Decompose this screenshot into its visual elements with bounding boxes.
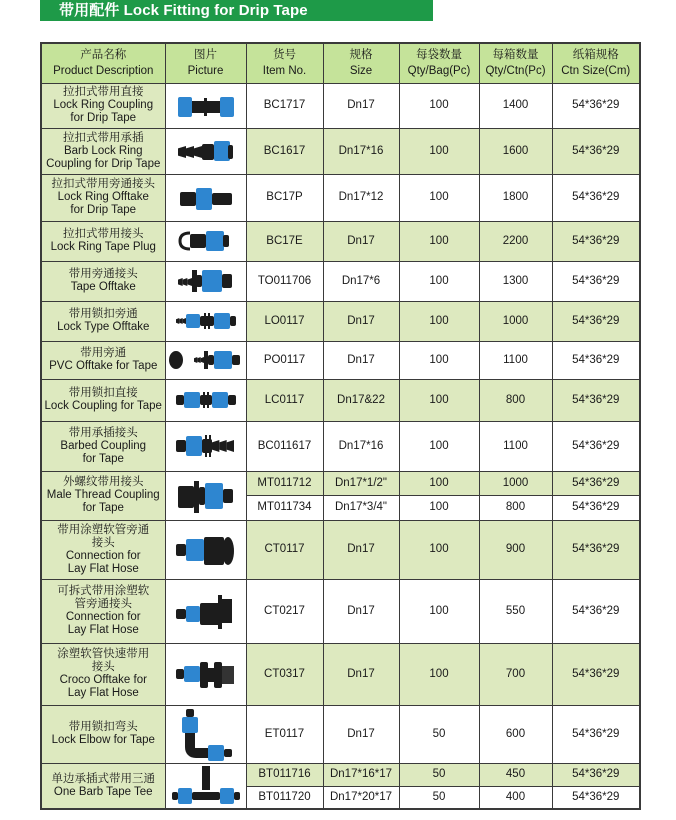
description-line: 管旁通接头 — [74, 598, 132, 610]
product-description — [41, 379, 165, 421]
item-number: ET0117 — [246, 705, 323, 763]
size: Dn17*1/2" — [323, 471, 399, 495]
description-line: Lay Flat Hose — [67, 687, 139, 699]
description-line: 拉扣式带用接头 — [63, 228, 144, 240]
item-number: BC17P — [246, 174, 323, 221]
ctn-size: 54*36*29 — [552, 579, 640, 643]
size: Dn17 — [323, 705, 399, 763]
description-line: Coupling for Drip Tape — [46, 157, 161, 170]
product-table — [40, 42, 641, 810]
product-description — [41, 128, 165, 174]
croco-offtake-icon — [174, 656, 238, 692]
description-line: 涂塑软管快速带用 — [57, 648, 150, 660]
product-picture — [165, 520, 246, 579]
qty-bag: 50 — [399, 763, 479, 786]
qty-bag: 100 — [399, 495, 479, 520]
size: Dn17*3/4" — [323, 495, 399, 520]
description-line: 带用承插接头 — [68, 426, 138, 439]
item-number: BT011716 — [246, 763, 323, 786]
ctn-size: 54*36*29 — [552, 128, 640, 174]
product-description — [41, 763, 165, 809]
page-title: 带用配件 Lock Fitting for Drip Tape — [40, 0, 433, 21]
product-description — [41, 520, 165, 579]
qty-ctn: 2200 — [479, 221, 552, 261]
qty-ctn: 1100 — [479, 341, 552, 379]
product-picture — [165, 83, 246, 128]
description-line: Male Thread Coupling — [46, 489, 160, 501]
description-line: for Drip Tape — [70, 204, 137, 216]
table-row — [41, 643, 640, 705]
lock-offtake-icon — [174, 309, 238, 333]
description-line: Lock Type Offtake — [57, 321, 150, 333]
product-picture — [165, 763, 246, 809]
product-picture — [165, 221, 246, 261]
item-number: BT011720 — [246, 786, 323, 808]
description-line: for Drip Tape — [70, 112, 137, 124]
description-line: PVC Offtake for Tape — [49, 360, 158, 372]
table-row — [41, 301, 640, 341]
table-row — [41, 471, 640, 495]
description-line: 带用锁扣旁通 — [68, 308, 138, 320]
header-description: 产品名称 Product Description — [41, 43, 165, 83]
tape-plug-icon — [176, 227, 236, 255]
layflat-connection-icon — [174, 533, 238, 567]
item-number: BC1717 — [246, 83, 323, 128]
size: Dn17 — [323, 221, 399, 261]
qty-ctn: 550 — [479, 579, 552, 643]
qty-ctn: 1600 — [479, 128, 552, 174]
qty-ctn: 800 — [479, 379, 552, 421]
size: Dn17 — [323, 579, 399, 643]
table-row — [41, 421, 640, 471]
product-description — [41, 261, 165, 301]
coupling-icon — [176, 92, 236, 120]
product-picture — [165, 421, 246, 471]
qty-bag: 100 — [399, 128, 479, 174]
qty-bag: 100 — [399, 471, 479, 495]
ctn-size: 54*36*29 — [552, 83, 640, 128]
description-line: Connection for — [65, 611, 141, 623]
item-number: PO0117 — [246, 341, 323, 379]
description-line: Barb Lock Ring — [63, 144, 143, 157]
product-picture — [165, 643, 246, 705]
qty-bag: 100 — [399, 221, 479, 261]
size: Dn17 — [323, 643, 399, 705]
qty-bag: 100 — [399, 261, 479, 301]
description-line: Lay Flat Hose — [67, 624, 139, 636]
header-size: 规格 Size — [323, 43, 399, 83]
ctn-size: 54*36*29 — [552, 174, 640, 221]
table-row — [41, 261, 640, 301]
product-description — [41, 174, 165, 221]
ctn-size: 54*36*29 — [552, 379, 640, 421]
ctn-size: 54*36*29 — [552, 341, 640, 379]
description-line: 带用涂塑软管旁通 — [57, 523, 150, 536]
header-qty-ctn: 每箱数量 Qty/Ctn(Pc) — [479, 43, 552, 83]
description-line: One Barb Tape Tee — [53, 785, 153, 798]
product-picture — [165, 174, 246, 221]
tee-icon — [170, 764, 242, 808]
header-ctn-size: 纸箱规格 Ctn Size(Cm) — [552, 43, 640, 83]
qty-bag: 100 — [399, 341, 479, 379]
product-description — [41, 579, 165, 643]
ctn-size: 54*36*29 — [552, 421, 640, 471]
product-description — [41, 421, 165, 471]
ctn-size: 54*36*29 — [552, 705, 640, 763]
size: Dn17 — [323, 301, 399, 341]
tape-offtake-icon — [176, 266, 236, 296]
product-description — [41, 301, 165, 341]
qty-ctn: 900 — [479, 520, 552, 579]
qty-bag: 100 — [399, 643, 479, 705]
description-line: 带用旁通 — [80, 347, 127, 359]
description-line: 可拆式带用涂塑软 — [57, 585, 150, 597]
description-line: 拉扣式带用旁通接头 — [51, 178, 155, 190]
qty-ctn: 400 — [479, 786, 552, 808]
pvc-offtake-icon — [168, 348, 244, 372]
qty-ctn: 1300 — [479, 261, 552, 301]
size: Dn17*16*17 — [323, 763, 399, 786]
size: Dn17*16 — [323, 421, 399, 471]
header-picture: 图片 Picture — [165, 43, 246, 83]
ctn-size: 54*36*29 — [552, 495, 640, 520]
product-picture — [165, 379, 246, 421]
table-row — [41, 174, 640, 221]
qty-ctn: 700 — [479, 643, 552, 705]
product-description — [41, 643, 165, 705]
description-line: Lock Ring Offtake — [57, 191, 149, 203]
qty-ctn: 600 — [479, 705, 552, 763]
qty-bag: 100 — [399, 174, 479, 221]
description-line: Connection for — [65, 549, 141, 562]
item-number: TO011706 — [246, 261, 323, 301]
table-row — [41, 128, 640, 174]
qty-ctn: 1400 — [479, 83, 552, 128]
detachable-connection-icon — [174, 591, 238, 631]
table-row — [41, 83, 640, 128]
item-number: CT0117 — [246, 520, 323, 579]
table-row — [41, 763, 640, 786]
qty-ctn: 800 — [479, 495, 552, 520]
qty-bag: 100 — [399, 301, 479, 341]
qty-bag: 100 — [399, 421, 479, 471]
item-number: MT011734 — [246, 495, 323, 520]
qty-ctn: 1000 — [479, 471, 552, 495]
product-description — [41, 471, 165, 520]
product-description — [41, 341, 165, 379]
qty-bag: 100 — [399, 520, 479, 579]
size: Dn17*6 — [323, 261, 399, 301]
ctn-size: 54*36*29 — [552, 786, 640, 808]
product-picture — [165, 341, 246, 379]
size: Dn17 — [323, 520, 399, 579]
lock-coupling-icon — [174, 388, 238, 412]
description-line: for Tape — [82, 452, 124, 465]
description-line: Lock Ring Tape Plug — [50, 241, 156, 253]
size: Dn17*12 — [323, 174, 399, 221]
ctn-size: 54*36*29 — [552, 261, 640, 301]
offtake-icon — [176, 184, 236, 212]
ctn-size: 54*36*29 — [552, 221, 640, 261]
header-qty-bag: 每袋数量 Qty/Bag(Pc) — [399, 43, 479, 83]
size: Dn17 — [323, 83, 399, 128]
item-number: BC1617 — [246, 128, 323, 174]
size: Dn17*20*17 — [323, 786, 399, 808]
product-description — [41, 83, 165, 128]
qty-ctn: 1100 — [479, 421, 552, 471]
qty-bag: 50 — [399, 786, 479, 808]
elbow-icon — [178, 707, 234, 761]
item-number: CT0317 — [246, 643, 323, 705]
header-item-no: 货号 Item No. — [246, 43, 323, 83]
ctn-size: 54*36*29 — [552, 763, 640, 786]
description-line: 单边承插式带用三通 — [51, 772, 155, 785]
description-line: Lock Elbow for Tape — [51, 734, 155, 746]
description-line: Croco Offtake for — [59, 674, 147, 686]
description-line: Lay Flat Hose — [67, 562, 139, 575]
qty-ctn: 1800 — [479, 174, 552, 221]
barb-coupling-icon — [176, 137, 236, 165]
size: Dn17 — [323, 341, 399, 379]
product-picture — [165, 301, 246, 341]
ctn-size: 54*36*29 — [552, 643, 640, 705]
table-row — [41, 341, 640, 379]
barbed-coupling-icon — [174, 431, 238, 461]
description-line: for Tape — [82, 502, 124, 514]
product-picture — [165, 128, 246, 174]
product-picture — [165, 471, 246, 520]
description-line: 接头 — [91, 661, 115, 673]
table-row — [41, 221, 640, 261]
product-picture — [165, 261, 246, 301]
description-line: Lock Ring Coupling — [53, 99, 154, 111]
ctn-size: 54*36*29 — [552, 520, 640, 579]
description-line: 接头 — [91, 536, 115, 549]
product-picture — [165, 705, 246, 763]
description-line: Tape Offtake — [70, 281, 136, 293]
male-thread-icon — [176, 478, 236, 514]
description-line: Barbed Coupling — [60, 439, 147, 452]
table-row — [41, 579, 640, 643]
item-number: CT0217 — [246, 579, 323, 643]
table-row — [41, 705, 640, 763]
item-number: LO0117 — [246, 301, 323, 341]
size: Dn17*16 — [323, 128, 399, 174]
description-line: 带用锁扣弯头 — [68, 721, 138, 733]
header-row — [41, 43, 640, 83]
description-line: 拉扣式带用直接 — [63, 86, 144, 98]
product-description — [41, 705, 165, 763]
description-line: Lock Coupling for Tape — [44, 400, 162, 412]
description-line: 带用旁通接头 — [68, 268, 138, 280]
ctn-size: 54*36*29 — [552, 471, 640, 495]
product-description — [41, 221, 165, 261]
table-row — [41, 520, 640, 579]
product-picture — [165, 579, 246, 643]
qty-ctn: 1000 — [479, 301, 552, 341]
description-line: 拉扣式带用承插 — [63, 131, 144, 144]
size: Dn17&22 — [323, 379, 399, 421]
qty-ctn: 450 — [479, 763, 552, 786]
ctn-size: 54*36*29 — [552, 301, 640, 341]
qty-bag: 100 — [399, 579, 479, 643]
qty-bag: 100 — [399, 379, 479, 421]
qty-bag: 50 — [399, 705, 479, 763]
table-row — [41, 379, 640, 421]
qty-bag: 100 — [399, 83, 479, 128]
item-number: MT011712 — [246, 471, 323, 495]
item-number: BC17E — [246, 221, 323, 261]
description-line: 带用锁扣直接 — [68, 387, 138, 399]
description-line: 外螺纹带用接头 — [63, 476, 144, 488]
item-number: BC011617 — [246, 421, 323, 471]
item-number: LC0117 — [246, 379, 323, 421]
